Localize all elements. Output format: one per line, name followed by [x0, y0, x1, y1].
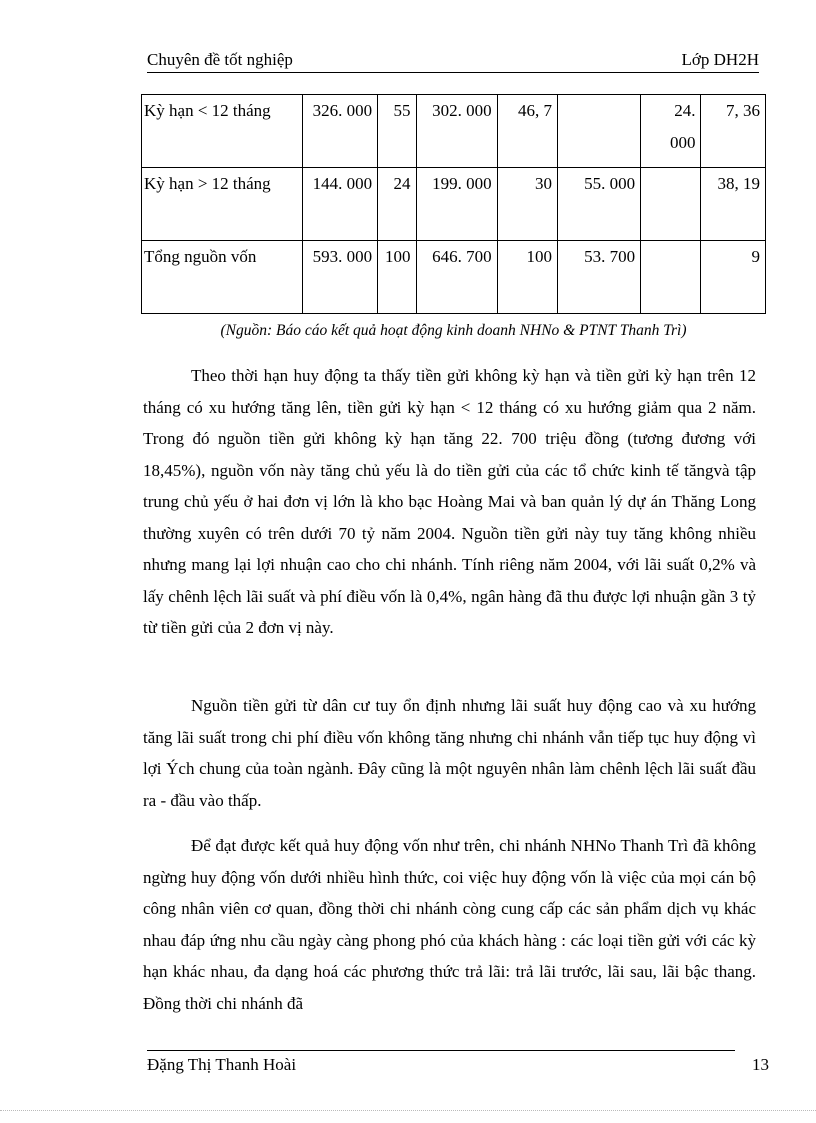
table-cell: 326. 000 [303, 95, 378, 168]
page-header [147, 48, 759, 73]
page-number: 13 [752, 1055, 769, 1074]
paragraph: Theo thời hạn huy động ta thấy tiền gửi không kỳ hạn và tiền gửi kỳ hạn trên 12 tháng có xu hướng tăng lên, tiền gửi kỳ hạn < 12 tháng có xu hướng giảm qua 2 năm. Trong đó nguồn tiền gửi không kỳ hạn tăng 22. 700 triệu đồng (tương đương với 18,45%), nguồn vốn này tăng chủ yếu là do tiền gửi của các tổ chức kinh tế tăngvà tập trung chủ yếu ở hai đơn vị lớn là kho bạc Hoàng Mai và ban quản lý dự án Thăng Long thường xuyên có trên dưới 70 tỷ năm 2004. Nguồn tiền gửi này tuy tăng không nhiều nhưng mang lại lợi nhuận cao cho chi nhánh. Tính riêng năm 2004, với lãi suất 0,2% và lấy chênh lệch lãi suất và phí điều vốn là 0,4%, ngân hàng đã thu được lợi nhuận gần 3 tỷ từ tiền gửi của 2 đơn vị này. [143, 366, 756, 637]
table-cell: 46, 7 [497, 95, 557, 168]
page-edge-divider [0, 1110, 816, 1111]
row-label: Kỳ hạn < 12 tháng [142, 95, 303, 168]
table-cell: 302. 000 [416, 95, 497, 168]
footer-divider [147, 1050, 735, 1051]
footer-author: Đặng Thị Thanh Hoài [147, 1055, 297, 1074]
table-cell: 55 [378, 95, 416, 168]
table-row [142, 241, 766, 314]
paragraph: Nguồn tiền gửi từ dân cư tuy ổn định nhưng lãi suất huy động cao và xu hướng tăng lãi suất trong chi phí điều vốn không tăng nhưng chi nhánh vẫn tiếp tục huy động vì lợi Ých chung của toàn ngành. Đây cũng là một nguyên nhân làm chênh lệch lãi suất đầu ra - đầu vào thấp. [143, 696, 756, 810]
table-cell: 7, 36 [701, 95, 766, 168]
table-cell: 646. 700 [416, 241, 497, 314]
table-row [142, 168, 766, 241]
table-cell: 144. 000 [303, 168, 378, 241]
table-cell: 38, 19 [701, 168, 766, 241]
table-cell: 53. 700 [557, 241, 640, 314]
table-source-note: (Nguồn: Báo cáo kết quả hoạt động kinh doanh NHNo & PTNT Thanh Trì) [220, 322, 687, 339]
table-cell: 593. 000 [303, 241, 378, 314]
data-table [141, 94, 766, 314]
table-cell [557, 95, 640, 168]
header-class: Lớp DH2H [681, 50, 759, 69]
table-cell: 100 [497, 241, 557, 314]
paragraph: Để đạt được kết quả huy động vốn như trên, chi nhánh NHNo Thanh Trì đã không ngừng huy động vốn dưới nhiều hình thức, coi việc huy động vốn là việc của mọi cán bộ công nhân viên cơ quan, đồng thời chi nhánh còng cung cấp các sản phẩm dịch vụ khác nhau đáp ứng nhu cầu ngày càng phong phó của khách hàng : các loại tiền gửi với các kỳ hạn khác nhau, đa dạng hoá các phương thức trả lãi: trả lãi trước, lãi sau, lãi bậc thang. Đồng thời chi nhánh đã [143, 836, 756, 1013]
table-cell: 24. 000 [641, 95, 701, 168]
table-cell: 100 [378, 241, 416, 314]
table-cell: 9 [701, 241, 766, 314]
table-cell [641, 241, 701, 314]
table-cell: 55. 000 [557, 168, 640, 241]
row-label: Kỳ hạn > 12 tháng [142, 168, 303, 241]
header-title: Chuyên đề tốt nghiệp [147, 50, 293, 69]
table-row [142, 95, 766, 168]
table-cell [641, 168, 701, 241]
table-cell: 30 [497, 168, 557, 241]
table-cell: 24 [378, 168, 416, 241]
row-label: Tổng nguồn vốn [142, 241, 303, 314]
table-cell: 199. 000 [416, 168, 497, 241]
